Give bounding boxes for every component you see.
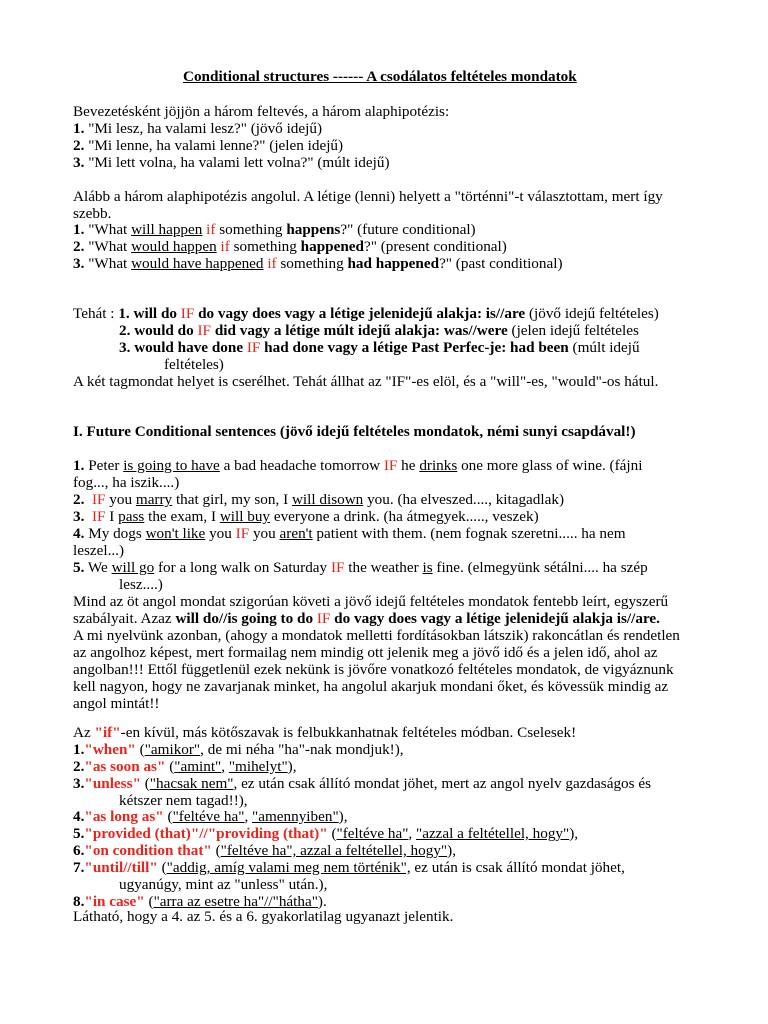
rule-label: (jelen idejű feltételes xyxy=(507,322,639,339)
underlined-verb: would happen xyxy=(131,238,217,255)
paragraph-line: angol mintát!! xyxy=(73,695,160,712)
paragraph-line: A mi nyelvünk azonban, (ahogy a mondatok melletti fordításokban látszik) rakoncátlan és rendetlen xyxy=(73,627,680,644)
text: We xyxy=(84,559,112,576)
underlined-verb: will go xyxy=(111,559,155,576)
translation: "arra az esetre ha"//"hátha" xyxy=(153,893,318,910)
text: ( xyxy=(163,808,173,825)
conjunction-item xyxy=(73,758,297,775)
if-keyword: IF xyxy=(246,339,261,356)
text: the weather xyxy=(344,559,423,576)
list-number: 3. xyxy=(73,508,85,525)
hypothesis-2 xyxy=(73,137,343,154)
underlined-verb: would have happened xyxy=(131,255,264,272)
text: patient with them. (nem fognak szeretni..... ha nem xyxy=(312,525,626,542)
underlined-verb: won't like xyxy=(145,525,206,542)
rule-condition: did vagy a létige múlt idejű alakja: was//were xyxy=(211,322,508,339)
rule-prefix: Tehát : xyxy=(73,305,119,322)
example-5 xyxy=(73,559,648,576)
rule-label: (jövő idejű feltételes) xyxy=(525,305,659,322)
list-number: 4. xyxy=(73,525,85,542)
document-title: Conditional structures ------ A csodálatos feltételes mondatok xyxy=(183,68,577,85)
text: you xyxy=(249,525,280,542)
rule-main: 3. would have done xyxy=(119,339,247,356)
underlined-verb: will buy xyxy=(219,508,271,525)
if-keyword: IF xyxy=(91,508,106,525)
rule-3-continuation: feltételes) xyxy=(164,356,224,373)
text: ( xyxy=(144,893,154,910)
if-keyword: IF xyxy=(180,305,195,322)
example-1-continuation: fog..., ha iszik....) xyxy=(73,474,180,491)
text: something xyxy=(215,221,287,238)
list-number: 6. xyxy=(73,842,85,859)
text: , xyxy=(408,825,416,842)
text: ( xyxy=(135,741,145,758)
conjunction-item xyxy=(73,842,456,859)
underlined-verb: drinks xyxy=(419,457,458,474)
list-number: 3. xyxy=(73,255,85,272)
text: Az xyxy=(73,724,95,741)
rule-main: 2. would do xyxy=(119,322,198,339)
text: you xyxy=(105,491,136,508)
text: a bad headache tomorrow xyxy=(219,457,384,474)
text: ). xyxy=(317,893,327,910)
text: ( xyxy=(157,859,167,876)
bold-verb: happened xyxy=(300,238,364,255)
list-number: 5. xyxy=(73,559,85,576)
if-keyword: if xyxy=(216,238,230,255)
translation: "hacsak nem" xyxy=(149,775,234,792)
text: "What xyxy=(84,255,132,272)
paragraph-line: az angolhoz képest, mert formailag nem mindig ott jelenik meg a jövő idő és a jelen idő, ahol az xyxy=(73,644,658,661)
bold-text: do vagy does vagy a létige jelenidejű alakja is//are. xyxy=(330,610,660,627)
conjunction-keyword: "provided (that)"//"providing (that)" xyxy=(84,825,328,842)
conjunction-keyword: "until//till" xyxy=(84,859,158,876)
conjunction-keyword: "as soon as" xyxy=(84,758,166,775)
hypothesis-3 xyxy=(73,154,390,171)
rule-2 xyxy=(119,322,639,339)
hypothesis-text: "Mi lenne, ha valami lenne?" (jelen idejű) xyxy=(84,137,344,154)
text: ?" (future conditional) xyxy=(340,221,476,238)
text: ( xyxy=(140,775,150,792)
bold-verb: happens xyxy=(286,221,341,238)
conjunction-keyword: "as long as" xyxy=(84,808,164,825)
list-number: 3. xyxy=(73,154,85,171)
text: you. (ha elveszed...., kitagadlak) xyxy=(363,491,565,508)
underlined-verb: is going to have xyxy=(123,457,220,474)
closing-line: Látható, hogy a 4. az 5. és a 6. gyakorlatilag ugyanazt jelentik. xyxy=(73,908,454,925)
list-number: 4. xyxy=(73,808,85,825)
rule-1 xyxy=(73,305,659,322)
english-intro-line1: Alább a három alaphipotézis angolul. A létige (lenni) helyett a "történni"-t választottam, mert így xyxy=(73,188,663,205)
conjunction-keyword: "in case" xyxy=(84,893,145,910)
text: Peter xyxy=(84,457,124,474)
conjunction-item xyxy=(73,859,625,876)
text: szabályait. Azaz xyxy=(73,610,176,627)
translation: "mihelyt" xyxy=(228,758,288,775)
text: ), xyxy=(287,758,297,775)
underlined-verb: pass xyxy=(118,508,145,525)
text: ?" (past conditional) xyxy=(439,255,563,272)
translation: "feltéve ha" xyxy=(172,808,245,825)
text: you xyxy=(205,525,236,542)
text: My dogs xyxy=(84,525,146,542)
text: ( xyxy=(165,758,175,775)
translation: "amint" xyxy=(174,758,222,775)
if-keyword: IF xyxy=(383,457,398,474)
list-number: 1. xyxy=(73,741,85,758)
text: ), xyxy=(447,842,456,859)
text: ez után is csak állító mondat jöhet, xyxy=(410,859,625,876)
list-number: 2. xyxy=(73,491,85,508)
conjunction-continuation: kétszer nem tagad!!), xyxy=(119,792,248,809)
text: fine. (elmegyünk sétálni.... ha szép xyxy=(432,559,648,576)
text: something xyxy=(276,255,348,272)
section-heading: I. Future Conditional sentences (jövő idejű feltételes mondatok, némi sunyi csapdával!) xyxy=(73,423,636,440)
rule-main: 1. will do xyxy=(118,305,181,322)
text: that girl, my son, I xyxy=(172,491,292,508)
list-number: 5. xyxy=(73,825,85,842)
paragraph-line: kell nagyon, hogy ne zavarjanak minket, ha angolul akarjuk mondani őket, és kövessük mindig az xyxy=(73,678,669,695)
text: the exam, I xyxy=(144,508,220,525)
if-keyword: IF xyxy=(330,559,345,576)
example-5-continuation: lesz....) xyxy=(119,576,163,593)
conjunction-continuation: ugyanúgy, mint az "unless" után.), xyxy=(119,876,328,893)
paragraph-line xyxy=(73,610,660,627)
text: , ez után csak állító mondat jöhet, mert az angol nyelv gazdaságos és xyxy=(233,775,651,792)
english-hypothesis-2 xyxy=(73,238,507,255)
paragraph-line: angolban!!! Ettől függetlenül ezek nekünk is jövőre vonatkozó feltételes mondatok, de vigyáznunk xyxy=(73,661,674,678)
list-number: 2. xyxy=(73,238,85,255)
conjunction-keyword: "unless" xyxy=(84,775,141,792)
list-number: 1. xyxy=(73,120,85,137)
if-keyword: IF xyxy=(91,491,106,508)
text: -en kívül, más kötőszavak is felbukkanhatnak feltételes módban. Cselesek! xyxy=(120,724,577,741)
rule-condition: had done vagy a létige Past Perfec-je: had been xyxy=(260,339,569,356)
translation: "amennyiben" xyxy=(252,808,339,825)
text: , xyxy=(221,758,229,775)
example-1 xyxy=(73,457,642,474)
if-keyword: if xyxy=(263,255,277,272)
bold-text: will do//is going to do xyxy=(175,610,317,627)
hypothesis-text: "Mi lesz, ha valami lesz?" (jövő idejű) xyxy=(84,120,322,137)
if-keyword: IF xyxy=(316,610,331,627)
bold-verb: had happened xyxy=(347,255,440,272)
rule-3 xyxy=(119,339,640,356)
english-intro-line2: szebb. xyxy=(73,205,112,222)
text: "What xyxy=(84,221,132,238)
text: ), xyxy=(569,825,579,842)
text: ?" (present conditional) xyxy=(363,238,507,255)
text: , de mi néha "ha"-nak mondjuk!), xyxy=(200,741,404,758)
list-number: 8. xyxy=(73,893,85,910)
list-number: 2. xyxy=(73,758,85,775)
text: I xyxy=(105,508,119,525)
english-hypothesis-1 xyxy=(73,221,476,238)
if-keyword: "if" xyxy=(94,724,121,741)
translation: "feltéve ha", azzal a feltétellel, hogy" xyxy=(220,842,448,859)
conjunction-item xyxy=(73,825,578,842)
example-3 xyxy=(73,508,539,525)
list-number: 2. xyxy=(73,137,85,154)
intro-line: Bevezetésként jöjjön a három feltevés, a három alaphipotézis: xyxy=(73,103,450,120)
underlined-verb: marry xyxy=(135,491,173,508)
text: something xyxy=(229,238,301,255)
english-hypothesis-3 xyxy=(73,255,563,272)
text: ( xyxy=(327,825,337,842)
if-keyword: IF xyxy=(197,322,212,339)
underlined-verb: will happen xyxy=(131,221,203,238)
conjunction-keyword: "when" xyxy=(84,741,136,758)
underlined-verb: aren't xyxy=(279,525,313,542)
text: one more glass of wine. (fájni xyxy=(457,457,643,474)
conjunction-keyword: "on condition that" xyxy=(84,842,212,859)
example-4 xyxy=(73,525,626,542)
text: he xyxy=(397,457,420,474)
underlined-verb: is xyxy=(422,559,433,576)
translation: "amikor" xyxy=(144,741,201,758)
text: , xyxy=(244,808,253,825)
conjunctions-intro xyxy=(73,724,576,741)
if-keyword: if xyxy=(202,221,216,238)
list-number: 3. xyxy=(73,775,85,792)
translation: "addig, amíg valami meg nem történik", xyxy=(166,859,411,876)
paragraph-line: Mind az öt angol mondat szigorúan követi a jövő idejű feltételes mondatok fentebb leírt, egyszerű xyxy=(73,593,669,610)
example-2 xyxy=(73,491,564,508)
hypothesis-1 xyxy=(73,120,322,137)
translation: "feltéve ha" xyxy=(336,825,409,842)
translation: "azzal a feltétellel, hogy" xyxy=(416,825,570,842)
conjunction-item xyxy=(73,741,404,758)
text: for a long walk on Saturday xyxy=(154,559,331,576)
text: ), xyxy=(338,808,348,825)
list-number: 1. xyxy=(73,457,85,474)
hypothesis-text: "Mi lett volna, ha valami lett volna?" (múlt idejű) xyxy=(84,154,390,171)
text: ( xyxy=(211,842,221,859)
swap-note: A két tagmondat helyet is cserélhet. Tehát állhat az "IF"-es elöl, és a "will"-es, "would"-os hátul. xyxy=(73,373,659,390)
text: everyone a drink. (ha átmegyek....., veszek) xyxy=(270,508,539,525)
list-number: 1. xyxy=(73,221,85,238)
underlined-verb: will disown xyxy=(291,491,364,508)
if-keyword: IF xyxy=(235,525,250,542)
rule-label: (múlt idejű xyxy=(568,339,640,356)
text: "What xyxy=(84,238,132,255)
list-number: 7. xyxy=(73,859,85,876)
example-4-continuation: leszel...) xyxy=(73,542,125,559)
conjunction-item xyxy=(73,775,651,792)
rule-condition: do vagy does vagy a létige jelenidejű alakja: is//are xyxy=(194,305,526,322)
conjunction-item xyxy=(73,808,348,825)
